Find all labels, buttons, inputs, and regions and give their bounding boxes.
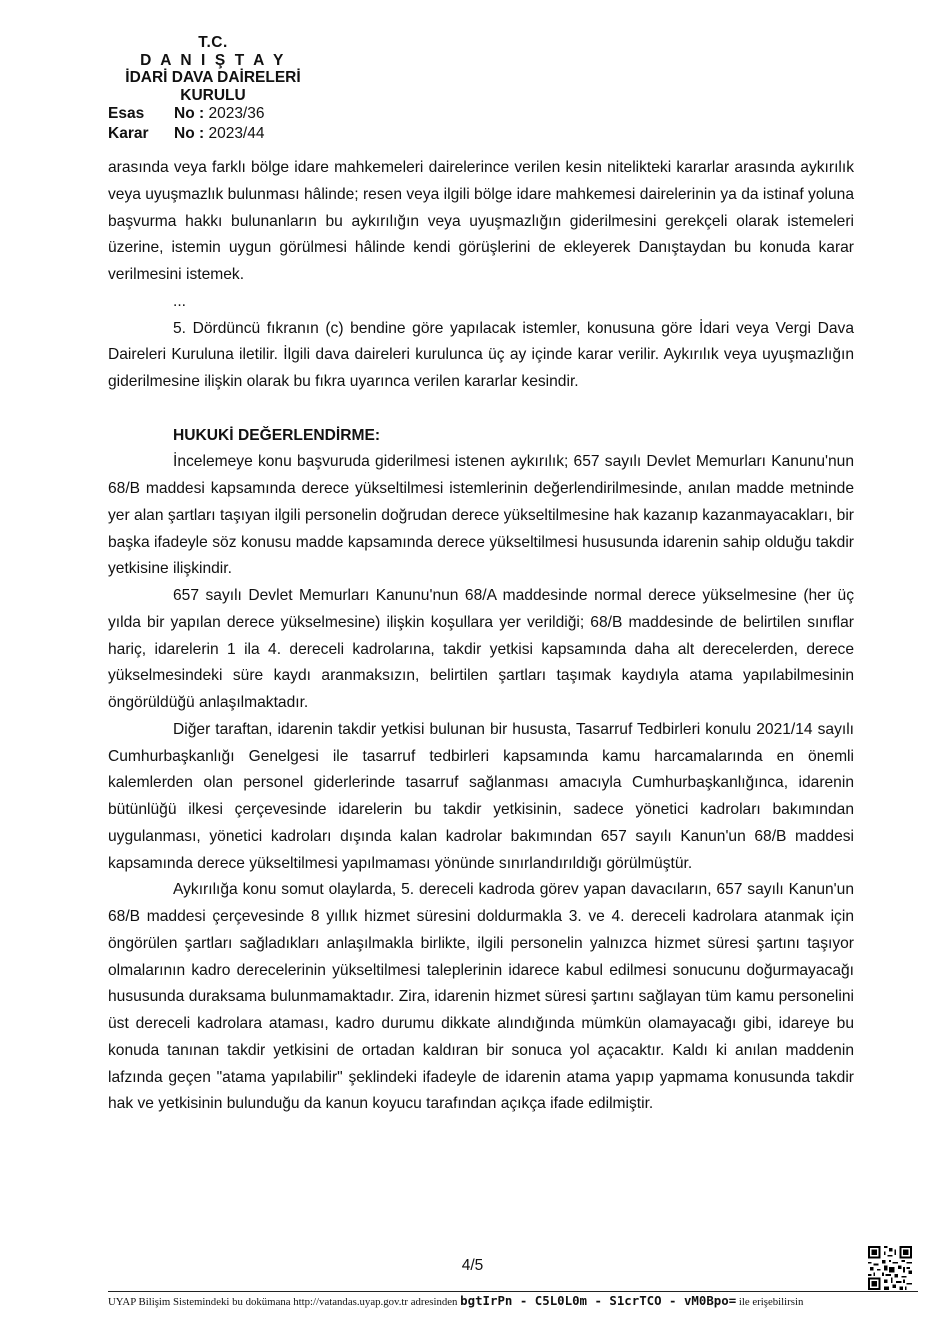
footer-verification <box>108 1293 918 1310</box>
header-tc: T.C. <box>198 34 228 51</box>
paragraph-evaluation-4: Aykırılığa konu somut olaylarda, 5. dereceli kadroda görev yapan davacıların, 657 sayılı Kanun'un 68/B maddesi çerçevesinde 8 yıllık hizmet süresini doldurmakla 3. ve 4. dereceli kadrolara atanmak için öngörülen şartları sağladıkları anlaşılmakla birlikte, ilgili personelin yalnızca hizmet süresi şartını taşıyor olmalarının kadro derecelerinin yükseltilmesi taleplerinin idarece kabul edilmesi sonucunu doğurmayacağı hususunda duraksama bulunmamaktadır. Zira, idarenin hizmet süresi şartını sağlayan tüm kamu personelini üst dereceli kadrolara ataması, kadro durumu dikkate alındığında mümkün olamayacağı gibi, idareye bu konuda tanınan takdir yetkisini de ortadan kaldıran bir sonuca yol açacaktır. Kaldı ki anılan maddenin lafzında geçen "atama yapılabilir" şeklindeki ifadeyle de idarenin atama yapıp yapmama konusunda takdir hak ve yetkisinin bulunduğu da kanun koyucu tarafından açıkça ifade edilmiştir. <box>108 881 854 1113</box>
paragraph-clause-5: 5. Dördüncü fıkranın (c) bendine göre yapılacak istemler, konusuna göre İdari veya Vergi Dava Daireleri Kuruluna iletilir. İlgili dava daireleri kurulunca üç ay içinde karar verilir. Aykırılık veya uyuşmazlığın giderilmesine ilişkin olarak bu fıkra uyarınca verilen kararlar kesindir. <box>108 319 854 390</box>
esas-number-row <box>108 104 328 124</box>
footer-rule <box>108 1291 918 1292</box>
spacer <box>108 396 854 423</box>
document-header <box>108 34 328 143</box>
paragraph-evaluation-3: Diğer taraftan, idarenin takdir yetkisi bulunan bir hususta, Tasarruf Tedbirleri konulu 2021/14 sayılı Cumhurbaşkanlığı Genelgesi ile tasarruf tedbirleri kapsamında kamu harcamalarında en önemli kalemlerden olan personel giderlerinde tasarruf sağlanması amacıyla Cumhurbaşkanlığınca, idarenin bütünlüğü ilkesi çerçevesinde idarelerin bu takdir yetkisinin, sadece yönetici kadroları bakımından uygulanması, yönetici kadroları dışında kalan kadrolar bakımından 657 sayılı Kanun'un 68/B maddesi kapsamında derece yükseltilmesi yapılmaması yönünde sınırlandırıldığı görülmüştür. <box>108 720 854 872</box>
karar-no-label: No : <box>174 124 205 142</box>
esas-number: 2023/36 <box>208 105 265 123</box>
karar-label: Karar <box>108 124 149 142</box>
header-board-line1: İDARİ DAVA DAİRELERİ <box>125 69 301 87</box>
footer-suffix: ile erişebilirsin <box>738 1296 804 1308</box>
paragraph-continuation: arasında veya farklı bölge idare mahkemeleri dairelerince verilen kesin nitelikteki kararlar arasında aykırılık veya uyuşmazlık bulunması hâlinde; resen veya ilgili bölge idare mahkemesi dairelerinin ya da istinaf yoluna başvurma hakkı bulunanların bu aykırılığın veya uyuşmazlığın giderilmesini gerekçeli olarak istemeleri üzerine, istemin uygun görülmesi hâlinde kendi görüşlerini de ekleyerek Danıştaydan bu konuda karar verilmesini istemek. <box>108 159 854 283</box>
qr-code-icon <box>868 1246 912 1290</box>
footer-prefix: UYAP Bilişim Sistemindeki bu dokümana http://vatandas.uyap.gov.tr adresinden <box>108 1296 458 1308</box>
karar-number-row <box>108 124 328 144</box>
verification-code: bgtIrPn - C5L0L0m - S1crTCO - vM0Bpo= <box>460 1293 737 1308</box>
header-danistay: D A N I Ş T A Y <box>140 51 286 69</box>
ellipsis: ... <box>173 292 186 310</box>
karar-number: 2023/44 <box>208 124 265 142</box>
section-heading: HUKUKİ DEĞERLENDİRME: <box>173 426 381 444</box>
page-number: 4/5 <box>461 1257 484 1274</box>
esas-no-label: No : <box>174 105 205 123</box>
paragraph-evaluation-1: İncelemeye konu başvuruda giderilmesi istenen aykırılık; 657 sayılı Devlet Memurları Kanunu'nun 68/B maddesi kapsamında derece yükseltilmesi istemlerinin değerlendirilmesinde, anılan madde metninde yer alan şartları taşıyan ilgili personelin doğrudan derece yükseltilmesine hak kazanıp kazanmayacakları, bir başka ifadeyle söz konusu madde kapsamında derece yükseltilmesi hususunda idarenin sahip olduğu takdir yetkisine ilişkindir. <box>108 453 854 578</box>
paragraph-evaluation-2: 657 sayılı Devlet Memurları Kanunu'nun 68/A maddesinde normal derece yükselmesine (her üç yılda bir yapılan derece yükselmesine) ilişkin koşullara yer verildiği; 68/B maddesinde de belirtilen sınıflar hariç, idarelerin 1 ila 4. dereceli kadrolarına, takdir yetkisi kapsamında daha alt derecelerden, derece yükselmesindeki süre kaydı aranmaksızın, belirtilen şartları taşımak kaydıyla atama yapılabilmesinin öngörüldüğü anlaşılmaktadır. <box>108 587 854 711</box>
header-board-line2: KURULU <box>180 86 246 104</box>
document-body <box>108 155 854 1118</box>
esas-label: Esas <box>108 105 145 123</box>
